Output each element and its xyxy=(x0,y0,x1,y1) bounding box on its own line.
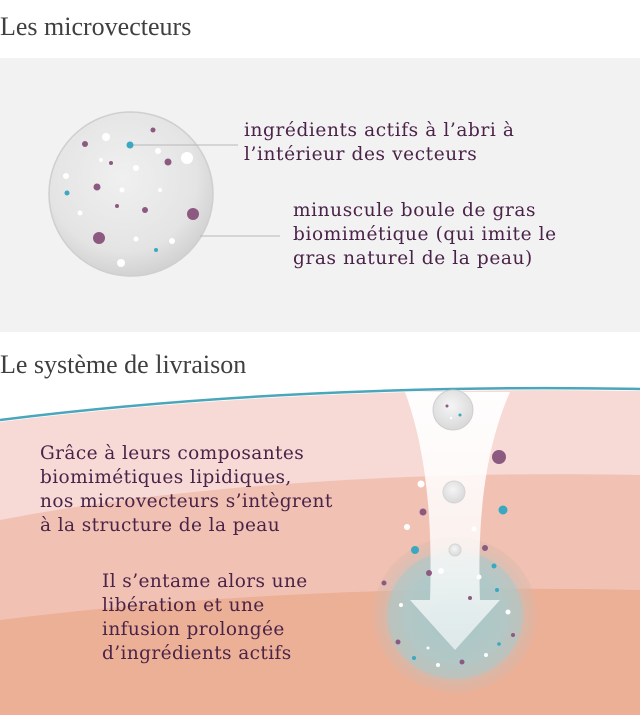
text-line: libération et une xyxy=(102,595,265,616)
text-line: biomimétiques lipidiques, xyxy=(40,467,292,488)
label-ingredients-actifs xyxy=(244,119,515,167)
text-line: Il s’entame alors une xyxy=(102,571,308,592)
label-line: l’intérieur des vecteurs xyxy=(244,144,478,165)
text-line: infusion prolongée xyxy=(102,619,285,640)
skin-delivery-illustration xyxy=(0,380,640,715)
label-line: minuscule boule de gras xyxy=(293,200,537,221)
section-title-livraison: Le système de livraison xyxy=(0,350,247,379)
text-line: d’ingrédients actifs xyxy=(102,643,292,664)
microvector-sphere-icon xyxy=(0,58,640,332)
label-line: ingrédients actifs à l’abri à xyxy=(244,120,515,141)
text-line: à la structure de la peau xyxy=(40,515,281,536)
label-boule-de-gras xyxy=(293,199,557,271)
text-liberation xyxy=(102,570,308,666)
text-integration xyxy=(40,442,333,538)
label-line: gras naturel de la peau) xyxy=(293,248,533,269)
text-line: Grâce à leurs composantes xyxy=(40,443,305,464)
label-line: biomimétique (qui imite le xyxy=(293,224,557,245)
text-line: nos microvecteurs s’intègrent xyxy=(40,491,333,512)
section-title-microvecteurs: Les microvecteurs xyxy=(0,12,192,41)
